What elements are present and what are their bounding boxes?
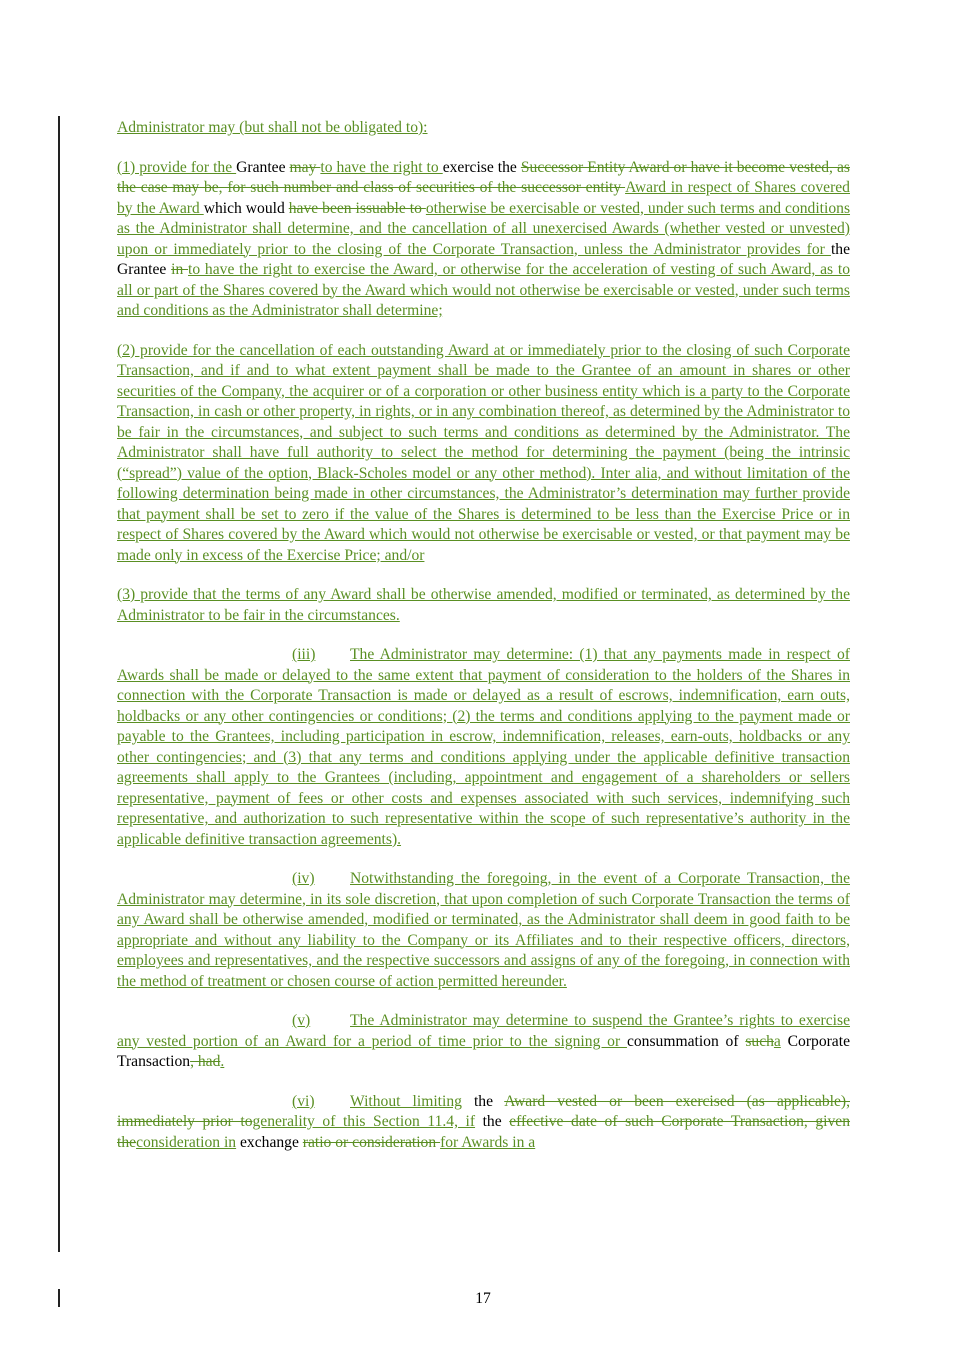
section-v (117, 1011, 850, 1073)
original-text: the Grantee (117, 240, 850, 278)
inserted-text: to have the right to exercise the Award, or otherwise for the acceleration of vesting of such Award, as to all or part of the Shares covered by the Award which would not otherwise be exercisable or vested, under such terms and conditions as the Administrator shall determine; (117, 261, 850, 319)
inserted-text: Notwithstanding the foregoing, in the event of a Corporate Transaction, the Administrator may determine, in its sole discretion, that upon completion of such Corporate Transaction the terms of any Award shall be otherwise amended, modified or terminated, as the Administrator shall deem in good faith to be appropriate and without any liability to the Company or its Affiliates and to their respective officers, directors, employees and representatives, and the respective successors and assigns of any of the foregoing, in connection with the method of treatment or chosen course of action permitted hereunder. (117, 870, 850, 990)
inserted-text: The Administrator may determine to suspend the Grantee’s rights to exercise any vested portion of an Award for a period of time prior to the signing or (117, 1012, 850, 1050)
section-number: (iv) (292, 870, 315, 887)
original-text: which would (203, 199, 289, 217)
deleted-text: Successor Entity Award or have it become vested, as the case may be, for such number and class of securities of the successor entity (117, 158, 850, 196)
page-number: 17 (475, 1290, 491, 1307)
deleted-text: effective date of such Corporate Transaction, given the (117, 1113, 851, 1151)
deleted-text: Award vested or been exercised (as applicable), immediately prior to (117, 1092, 850, 1130)
original-text: exchange (236, 1133, 303, 1151)
original-text: Grantee (236, 158, 290, 176)
deleted-text: in (171, 261, 189, 278)
paragraph-option-2 (117, 341, 850, 567)
inserted-text: to have the right to (320, 158, 443, 176)
deleted-text: such (745, 1032, 774, 1050)
inserted-text: (3) provide that the terms of any Award shall be otherwise amended, modified or terminated, as determined by the Administrator to be fair in the circumstances. (117, 586, 850, 624)
original-text: Corporate Transaction (117, 1032, 850, 1070)
section-number: (iii) (292, 646, 316, 663)
paragraph-option-3 (117, 585, 850, 626)
section-number: (vi) (292, 1092, 315, 1110)
inserted-text: a (773, 1032, 781, 1050)
original-text: consummation of (626, 1032, 746, 1050)
deleted-text: ratio or consideration (302, 1133, 441, 1151)
section-iv (117, 869, 850, 992)
revision-change-bar (58, 116, 60, 1252)
paragraph-option-1 (117, 158, 850, 322)
deleted-text: have been issuable to (288, 199, 426, 217)
section-number: (v) (292, 1012, 311, 1029)
deleted-text: may (289, 158, 321, 176)
paragraph-intro (117, 118, 850, 139)
section-vi (117, 1092, 850, 1154)
section-iii (117, 645, 850, 850)
inserted-text: Without limiting (350, 1092, 462, 1110)
deleted-text: , had (190, 1053, 221, 1070)
original-text: exercise the (442, 158, 521, 176)
inserted-text: (1) provide for the (117, 158, 237, 176)
inserted-text: consideration in (136, 1133, 237, 1151)
inserted-text: . (220, 1053, 225, 1070)
inserted-text: Administrator may (but shall not be obligated to): (117, 119, 428, 136)
inserted-text: (2) provide for the cancellation of each outstanding Award at or immediately prior to the closing of such Corporate Transaction, and if and to what extent payment shall be made to the Grantee of an amount in shares or other securities of the Company, the acquirer or of a corporation or other business entity which is a party to the Corporate Transaction, in cash or other property, in rights, or in any combination thereof, as determined by the Administrator to be fair in the circumstances, and subject to such terms and conditions as determined by the Administrator. The Administrator shall have full authority to select the method for determining the payment (being the intrinsic (“spread”) value of the option, Black-Scholes model or any other method). Inter alia, and without limitation of the following determination being made in other circumstances, the Administrator’s determination may further provide that payment shall be set to zero if the value of the Shares is determined to be less than the Exercise Price or in respect of Shares covered by the Award which would not otherwise be exercisable or vested, or that payment may be made only in excess of the Exercise Price; and/or (117, 341, 850, 564)
inserted-text: otherwise be exercisable or vested, under such terms and conditions as the Administrator shall determine, and the cancellation of all unexercised Awards (whether vested or unvested) upon or immediately prior to the closing of the Corporate Transaction, unless the Administrator provides for (117, 199, 851, 258)
document-body (117, 118, 850, 1172)
inserted-text: for Awards in a (440, 1133, 536, 1151)
inserted-text: Award in respect of Shares covered by the Award (117, 179, 850, 217)
original-text: the (475, 1113, 510, 1130)
inserted-text: The Administrator may determine: (1) that any payments made in respect of Awards shall be made or delayed to the same extent that payment of consideration to the holders of the Shares in connection with the Corporate Transaction is made or delayed as a result of escrows, indemnification, earn outs, holdbacks or any other contingencies or conditions; (2) the terms and conditions applying to the payment made or payable to the Grantees, including participation in escrow, indemnification, releases, earn-outs, holdbacks or any other contingencies; and (3) that any terms and conditions applying under the applicable definitive transaction agreements shall apply to the Grantees (including, appointment and engagement of a shareholders or sellers representative, payment of fees or other costs and expenses associated with such services, indemnifying such representative, and authorization to such representative within the scope of such representative’s authority in the applicable definitive transaction agreements). (117, 646, 850, 848)
inserted-text: generality of this Section 11.4, if (252, 1113, 476, 1130)
original-text: the (461, 1092, 505, 1110)
